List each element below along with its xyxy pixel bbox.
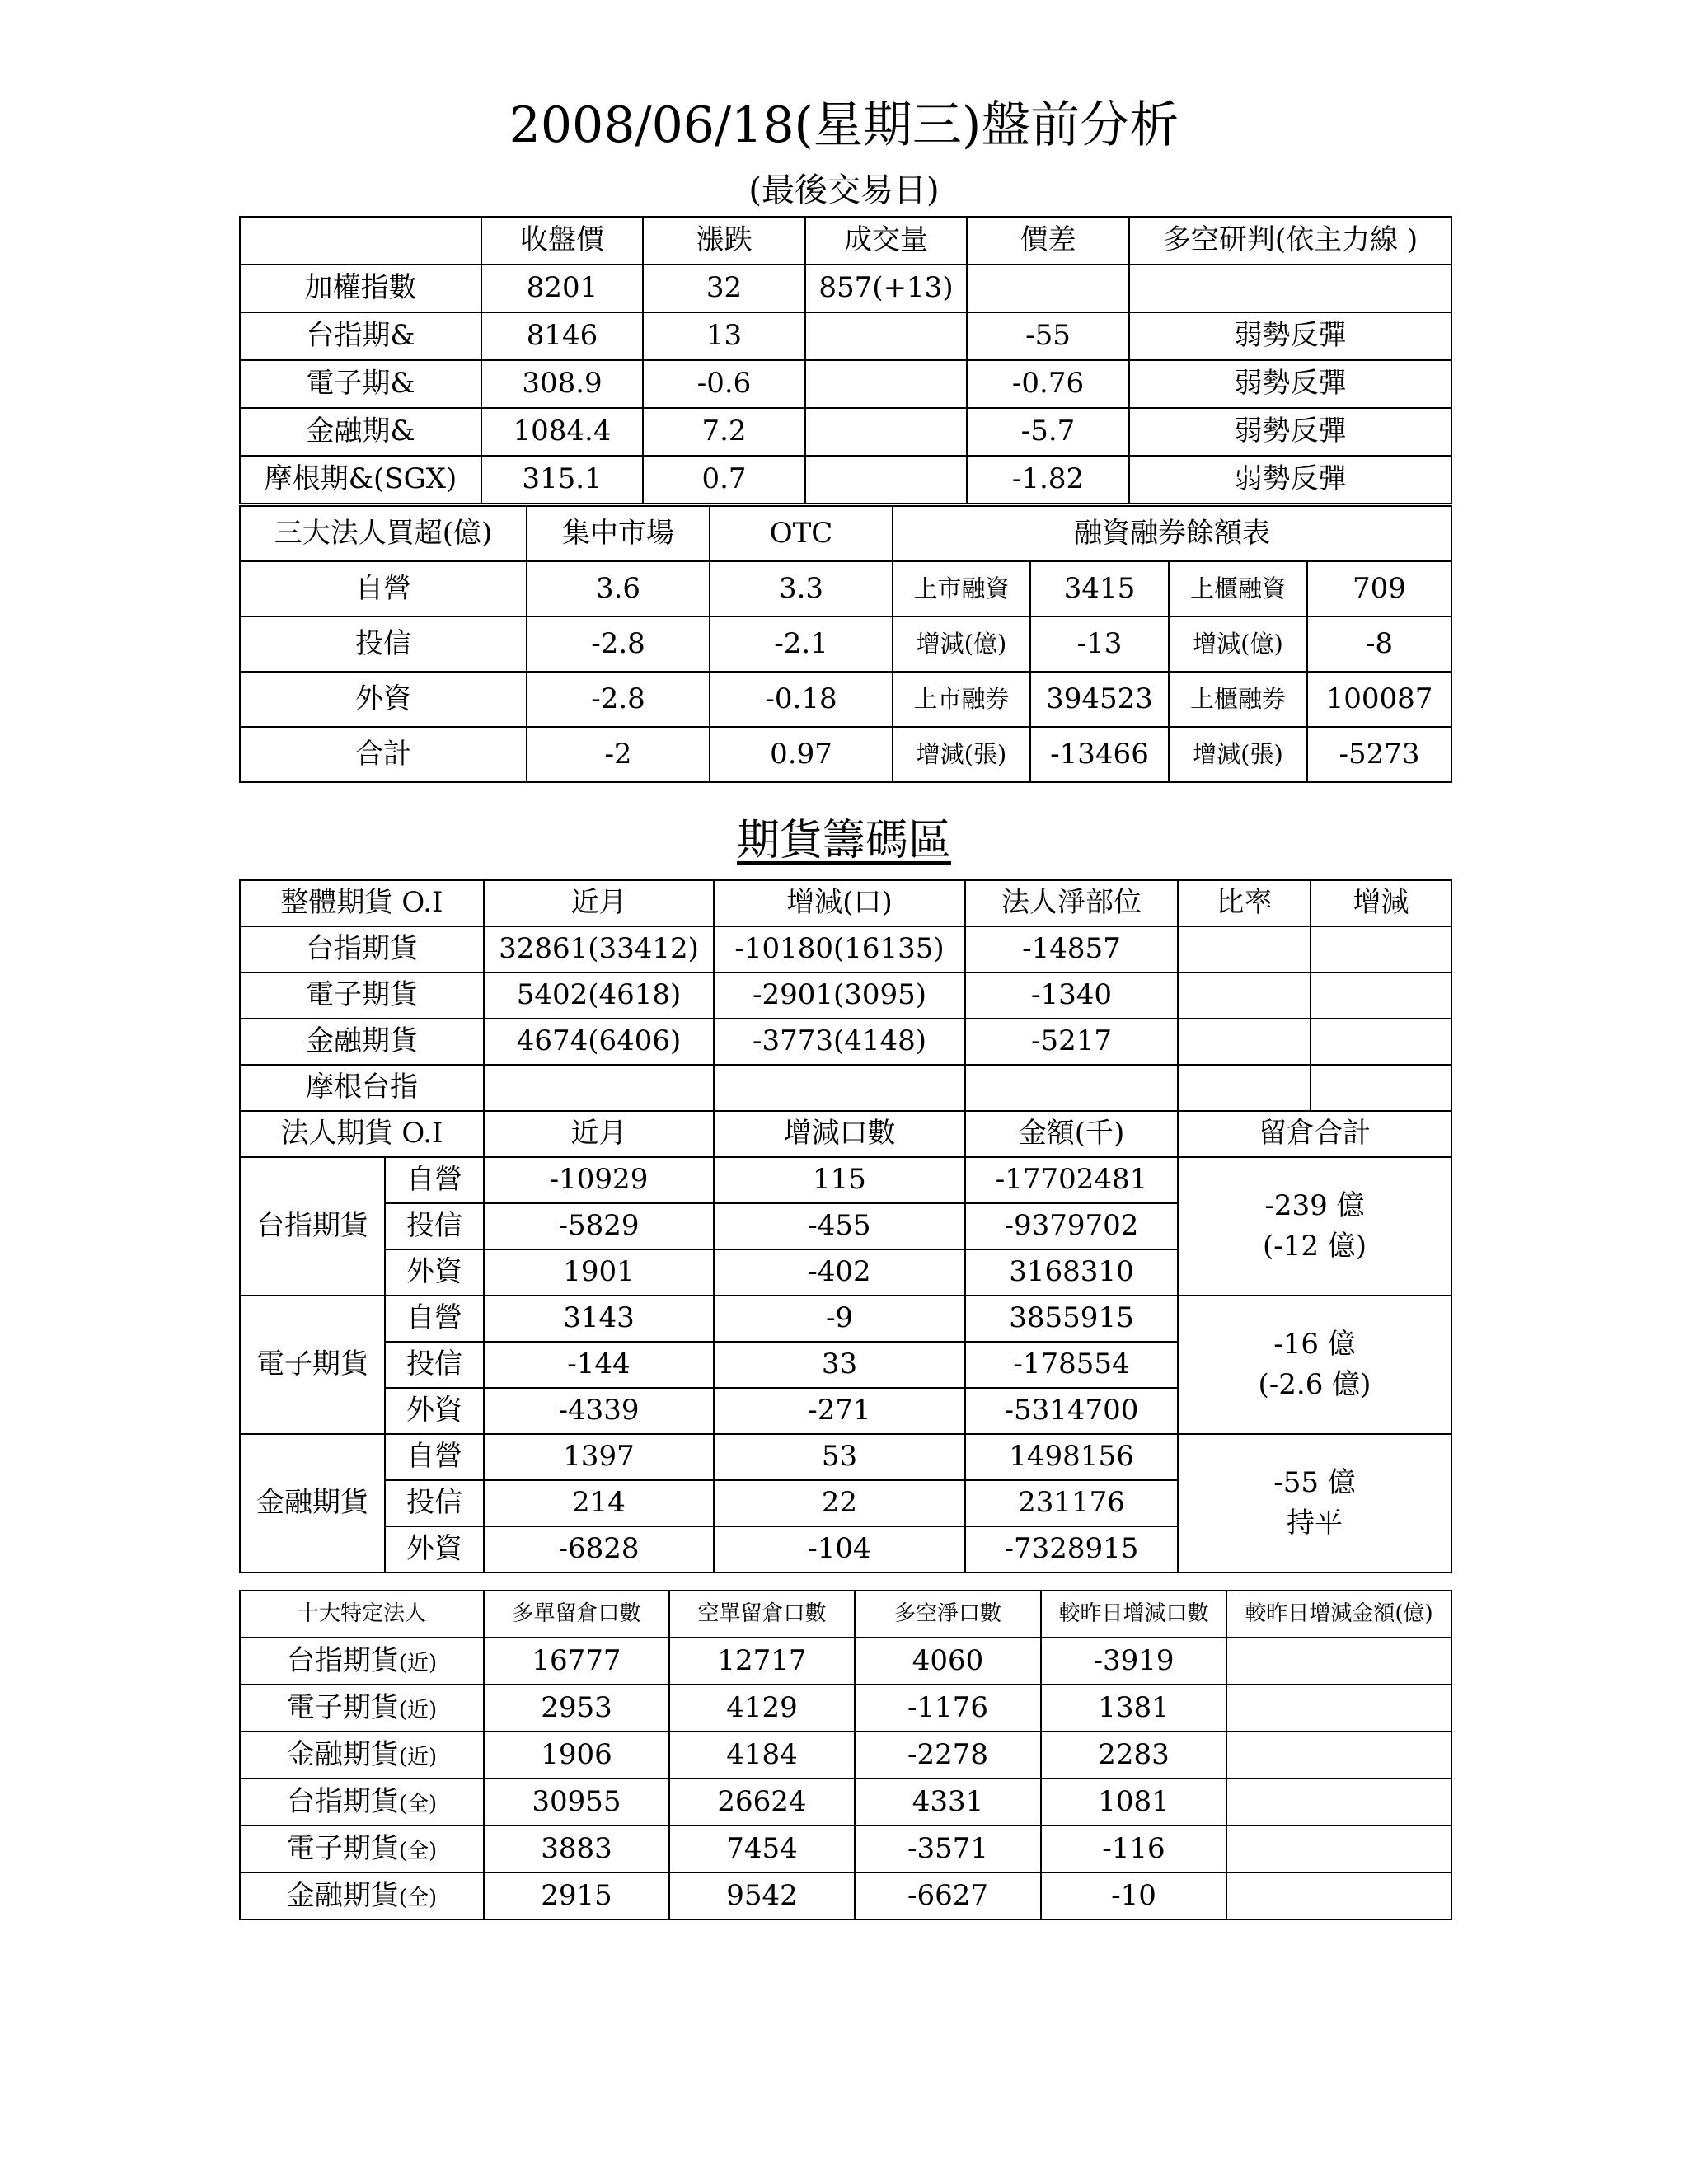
table-cell bbox=[1178, 1019, 1311, 1065]
investor-label: 外資 bbox=[385, 1526, 484, 1572]
margin-label bbox=[893, 616, 1030, 672]
row-label: 電子期& bbox=[240, 360, 481, 408]
table-cell: 1397 bbox=[484, 1434, 714, 1480]
row-label: 合計 bbox=[240, 727, 527, 782]
table-cell: 214 bbox=[484, 1480, 714, 1526]
table-cell bbox=[1226, 1872, 1451, 1919]
table-row bbox=[240, 1779, 1451, 1825]
table-cell: 22 bbox=[714, 1480, 965, 1526]
institutions-header-row bbox=[240, 506, 1451, 561]
table-row bbox=[240, 1732, 1451, 1779]
section-title bbox=[0, 812, 1688, 869]
table-cell: -5.7 bbox=[967, 408, 1129, 456]
table-cell: 3.6 bbox=[527, 561, 710, 616]
table-cell: 1498156 bbox=[965, 1434, 1178, 1480]
table-cell: 弱勢反彈 bbox=[1129, 408, 1451, 456]
row-label bbox=[240, 1732, 484, 1779]
market-summary-table bbox=[239, 216, 1452, 504]
table-cell bbox=[1226, 1732, 1451, 1779]
otc-short-label: 上櫃融券 bbox=[1189, 684, 1286, 713]
table-cell bbox=[1178, 926, 1311, 972]
header-cell: 近月 bbox=[484, 1111, 714, 1157]
table-cell bbox=[805, 408, 967, 456]
row-label-suffix: (近) bbox=[398, 1697, 438, 1722]
table-row bbox=[240, 616, 1451, 672]
investor-label: 投信 bbox=[385, 1342, 484, 1388]
row-label bbox=[240, 1825, 484, 1872]
table-cell: 7.2 bbox=[643, 408, 805, 456]
header-cell: 較昨日增減口數 bbox=[1041, 1591, 1226, 1638]
open-total-value: -16 億 bbox=[1273, 1327, 1356, 1361]
row-label bbox=[240, 1685, 484, 1732]
table-cell: 1901 bbox=[484, 1249, 714, 1296]
table-cell: 3855915 bbox=[965, 1296, 1178, 1342]
table-cell: 13 bbox=[643, 312, 805, 360]
change-zhang-label: 增減(張) bbox=[916, 739, 1007, 768]
row-label bbox=[240, 1638, 484, 1685]
table-cell: -5314700 bbox=[965, 1388, 1178, 1434]
table-row bbox=[240, 972, 1451, 1019]
margin-label bbox=[1169, 561, 1307, 616]
table-cell: -0.6 bbox=[643, 360, 805, 408]
table-cell: 3.3 bbox=[710, 561, 893, 616]
margin-label bbox=[1169, 616, 1307, 672]
header-cell bbox=[240, 217, 481, 265]
header-cell: 增減 bbox=[1311, 880, 1451, 926]
margin-label bbox=[893, 727, 1030, 782]
table-cell bbox=[1129, 265, 1451, 312]
header-cell: 比率 bbox=[1178, 880, 1311, 926]
table-row bbox=[240, 1825, 1451, 1872]
table-cell: 弱勢反彈 bbox=[1129, 360, 1451, 408]
table-cell: 26624 bbox=[669, 1779, 855, 1825]
table-cell bbox=[805, 360, 967, 408]
table-cell: 弱勢反彈 bbox=[1129, 456, 1451, 504]
investor-label: 外資 bbox=[385, 1388, 484, 1434]
header-cell: 較昨日增減金額(億) bbox=[1226, 1591, 1451, 1638]
table-cell: 100087 bbox=[1307, 672, 1451, 727]
table-cell: 1381 bbox=[1041, 1685, 1226, 1732]
table-row bbox=[240, 1685, 1451, 1732]
table-cell: -2.1 bbox=[710, 616, 893, 672]
table-cell: 115 bbox=[714, 1157, 965, 1203]
row-label-suffix: (近) bbox=[398, 1650, 438, 1675]
row-label-name: 台指期貨 bbox=[286, 1643, 399, 1677]
page-subtitle: (最後交易日) bbox=[748, 171, 940, 209]
table-row bbox=[240, 1872, 1451, 1919]
investor-label: 投信 bbox=[385, 1480, 484, 1526]
header-cell: 整體期貨 O.I bbox=[240, 880, 484, 926]
table-row bbox=[240, 1638, 1451, 1685]
table-cell: -3571 bbox=[855, 1825, 1041, 1872]
row-label: 台指期貨 bbox=[240, 926, 484, 972]
table-cell: 3883 bbox=[484, 1825, 669, 1872]
row-label: 電子期貨 bbox=[240, 972, 484, 1019]
table-row bbox=[240, 672, 1451, 727]
open-total-value: -55 億 bbox=[1273, 1465, 1356, 1499]
table-cell: 4129 bbox=[669, 1685, 855, 1732]
header-cell: 增減口數 bbox=[714, 1111, 965, 1157]
table-cell bbox=[1311, 926, 1451, 972]
row-label: 摩根期&(SGX) bbox=[240, 456, 481, 504]
table-cell bbox=[805, 312, 967, 360]
group-label: 台指期貨 bbox=[240, 1157, 385, 1296]
open-total-cell bbox=[1178, 1157, 1451, 1296]
margin-table-title: 融資融券餘額表 bbox=[893, 506, 1451, 561]
table-cell: 弱勢反彈 bbox=[1129, 312, 1451, 360]
table-cell: -2.8 bbox=[527, 672, 710, 727]
table-cell: 4060 bbox=[855, 1638, 1041, 1685]
table-cell: -1.82 bbox=[967, 456, 1129, 504]
table-cell: -271 bbox=[714, 1388, 965, 1434]
table-cell: 7454 bbox=[669, 1825, 855, 1872]
table-cell: 9542 bbox=[669, 1872, 855, 1919]
table-cell: 8146 bbox=[481, 312, 643, 360]
row-label-suffix: (全) bbox=[398, 1838, 438, 1863]
header-cell: 空單留倉口數 bbox=[669, 1591, 855, 1638]
change-yi-label: 增減(億) bbox=[1193, 629, 1283, 658]
table-row bbox=[240, 1019, 1451, 1065]
table-cell: 3415 bbox=[1030, 561, 1169, 616]
group-label: 電子期貨 bbox=[240, 1296, 385, 1434]
header-cell: 增減(口) bbox=[714, 880, 965, 926]
open-total-cell bbox=[1178, 1296, 1451, 1434]
table-cell: -5829 bbox=[484, 1203, 714, 1249]
table-cell: -144 bbox=[484, 1342, 714, 1388]
table-cell: 4674(6406) bbox=[484, 1019, 714, 1065]
row-label: 台指期& bbox=[240, 312, 481, 360]
group-label: 金融期貨 bbox=[240, 1434, 385, 1572]
table-row bbox=[240, 265, 1451, 312]
table-cell: 32 bbox=[643, 265, 805, 312]
table-cell: 32861(33412) bbox=[484, 926, 714, 972]
table-cell bbox=[1226, 1825, 1451, 1872]
margin-label bbox=[893, 672, 1030, 727]
table-cell: 4184 bbox=[669, 1732, 855, 1779]
table-row bbox=[240, 312, 1451, 360]
header-cell: 金額(千) bbox=[965, 1111, 1178, 1157]
header-cell: OTC bbox=[710, 506, 893, 561]
summary-header-row bbox=[240, 217, 1451, 265]
table-cell: -5273 bbox=[1307, 727, 1451, 782]
table-cell bbox=[1311, 1019, 1451, 1065]
table-row bbox=[240, 926, 1451, 972]
row-label: 外資 bbox=[240, 672, 527, 727]
investor-label: 自營 bbox=[385, 1296, 484, 1342]
row-label-suffix: (近) bbox=[398, 1744, 438, 1769]
futures-oi-table bbox=[239, 879, 1452, 1573]
top-ten-table bbox=[239, 1590, 1452, 1920]
table-cell: -14857 bbox=[965, 926, 1178, 972]
table-cell: 2915 bbox=[484, 1872, 669, 1919]
header-cell: 多空研判(依主力線 ) bbox=[1129, 217, 1451, 265]
table-cell bbox=[1178, 1065, 1311, 1111]
row-label: 金融期貨 bbox=[240, 1019, 484, 1065]
table-cell: 231176 bbox=[965, 1480, 1178, 1526]
open-total-cell bbox=[1178, 1434, 1451, 1572]
open-total-change: (-2.6 億) bbox=[1258, 1368, 1372, 1401]
table-cell: -1340 bbox=[965, 972, 1178, 1019]
change-zhang-label: 增減(張) bbox=[1193, 739, 1283, 768]
row-label: 摩根台指 bbox=[240, 1065, 484, 1111]
investor-label: 投信 bbox=[385, 1203, 484, 1249]
open-total-value: -239 億 bbox=[1264, 1188, 1365, 1222]
table-cell: 315.1 bbox=[481, 456, 643, 504]
header-cell: 漲跌 bbox=[643, 217, 805, 265]
table-cell: -13 bbox=[1030, 616, 1169, 672]
table-cell: -0.76 bbox=[967, 360, 1129, 408]
table-cell: -2 bbox=[527, 727, 710, 782]
header-cell: 留倉合計 bbox=[1178, 1111, 1451, 1157]
margin-label bbox=[893, 561, 1030, 616]
table-row bbox=[240, 408, 1451, 456]
header-cell: 十大特定法人 bbox=[240, 1591, 484, 1638]
table-cell: 308.9 bbox=[481, 360, 643, 408]
table-cell bbox=[967, 265, 1129, 312]
table-cell: -55 bbox=[967, 312, 1129, 360]
table-cell: 3143 bbox=[484, 1296, 714, 1342]
row-label-name: 電子期貨 bbox=[286, 1690, 399, 1724]
table-cell: 3168310 bbox=[965, 1249, 1178, 1296]
table-cell: 2953 bbox=[484, 1685, 669, 1732]
table-cell bbox=[1226, 1638, 1451, 1685]
header-cell: 多單留倉口數 bbox=[484, 1591, 669, 1638]
table-cell: -9379702 bbox=[965, 1203, 1178, 1249]
table-cell: 2283 bbox=[1041, 1732, 1226, 1779]
listed-short-label: 上市融券 bbox=[913, 684, 1010, 713]
margin-label bbox=[1169, 727, 1307, 782]
table-cell: 5402(4618) bbox=[484, 972, 714, 1019]
section-title-text: 期貨籌碼區 bbox=[736, 816, 951, 865]
table-cell: -7328915 bbox=[965, 1526, 1178, 1572]
table-cell: -2.8 bbox=[527, 616, 710, 672]
header-cell: 近月 bbox=[484, 880, 714, 926]
table-cell: -10929 bbox=[484, 1157, 714, 1203]
open-total-change: (-12 億) bbox=[1262, 1230, 1367, 1263]
table-cell: 12717 bbox=[669, 1638, 855, 1685]
table-cell: -10 bbox=[1041, 1872, 1226, 1919]
table-cell bbox=[1311, 972, 1451, 1019]
open-total-change: 持平 bbox=[1287, 1507, 1343, 1540]
table-cell: -10180(16135) bbox=[714, 926, 965, 972]
row-label bbox=[240, 1779, 484, 1825]
row-label: 加權指數 bbox=[240, 265, 481, 312]
table-cell bbox=[714, 1065, 965, 1111]
table-cell: -3919 bbox=[1041, 1638, 1226, 1685]
table-cell: 0.7 bbox=[643, 456, 805, 504]
table-row bbox=[240, 1065, 1451, 1111]
table-cell: -6828 bbox=[484, 1526, 714, 1572]
table-row bbox=[240, 1296, 1451, 1342]
table-row bbox=[240, 456, 1451, 504]
table-cell: -2901(3095) bbox=[714, 972, 965, 1019]
table-cell: -6627 bbox=[855, 1872, 1041, 1919]
futures-oi-header-row bbox=[240, 880, 1451, 926]
table-cell bbox=[805, 456, 967, 504]
table-cell bbox=[965, 1065, 1178, 1111]
row-label: 自營 bbox=[240, 561, 527, 616]
table-row bbox=[240, 727, 1451, 782]
row-label: 投信 bbox=[240, 616, 527, 672]
table-cell: -178554 bbox=[965, 1342, 1178, 1388]
table-row bbox=[240, 1157, 1451, 1203]
table-cell: -104 bbox=[714, 1526, 965, 1572]
margin-label bbox=[1169, 672, 1307, 727]
institutions-table bbox=[239, 505, 1452, 783]
table-cell: 53 bbox=[714, 1434, 965, 1480]
table-row bbox=[240, 1434, 1451, 1480]
header-cell: 收盤價 bbox=[481, 217, 643, 265]
table-cell: -116 bbox=[1041, 1825, 1226, 1872]
table-cell bbox=[484, 1065, 714, 1111]
table-cell: 16777 bbox=[484, 1638, 669, 1685]
table-cell: 0.97 bbox=[710, 727, 893, 782]
investor-label: 自營 bbox=[385, 1434, 484, 1480]
table-cell: -3773(4148) bbox=[714, 1019, 965, 1065]
table-cell bbox=[1226, 1685, 1451, 1732]
table-cell: 1906 bbox=[484, 1732, 669, 1779]
table-cell: 394523 bbox=[1030, 672, 1169, 727]
header-cell: 集中市場 bbox=[527, 506, 710, 561]
page-title: 2008/06/18(星期三)盤前分析 bbox=[509, 96, 1179, 154]
table-cell: -455 bbox=[714, 1203, 965, 1249]
table-cell: -17702481 bbox=[965, 1157, 1178, 1203]
table-cell: -1176 bbox=[855, 1685, 1041, 1732]
otc-margin-label: 上櫃融資 bbox=[1189, 574, 1286, 602]
header-cell: 價差 bbox=[967, 217, 1129, 265]
table-row bbox=[240, 360, 1451, 408]
table-cell: 30955 bbox=[484, 1779, 669, 1825]
table-cell: 1084.4 bbox=[481, 408, 643, 456]
header-cell: 成交量 bbox=[805, 217, 967, 265]
row-label bbox=[240, 1872, 484, 1919]
institutional-oi-header-row bbox=[240, 1111, 1451, 1157]
table-cell: 4331 bbox=[855, 1779, 1041, 1825]
table-cell: -0.18 bbox=[710, 672, 893, 727]
table-cell bbox=[1226, 1779, 1451, 1825]
table-cell: 709 bbox=[1307, 561, 1451, 616]
table-row bbox=[240, 561, 1451, 616]
table-cell bbox=[1178, 972, 1311, 1019]
header-cell: 三大法人買超(億) bbox=[240, 506, 527, 561]
investor-label: 外資 bbox=[385, 1249, 484, 1296]
table-cell: 8201 bbox=[481, 265, 643, 312]
row-label-suffix: (全) bbox=[398, 1885, 438, 1910]
header-cell: 多空淨口數 bbox=[855, 1591, 1041, 1638]
row-label: 金融期& bbox=[240, 408, 481, 456]
header-cell: 法人淨部位 bbox=[965, 880, 1178, 926]
table-cell: -9 bbox=[714, 1296, 965, 1342]
table-cell: -2278 bbox=[855, 1732, 1041, 1779]
listed-margin-label: 上市融資 bbox=[913, 574, 1010, 602]
table-cell: 1081 bbox=[1041, 1779, 1226, 1825]
top-ten-header-row bbox=[240, 1591, 1451, 1638]
table-cell bbox=[1311, 1065, 1451, 1111]
table-cell: 857(+13) bbox=[805, 265, 967, 312]
row-label-name: 金融期貨 bbox=[286, 1878, 399, 1912]
table-cell: -8 bbox=[1307, 616, 1451, 672]
table-cell: -4339 bbox=[484, 1388, 714, 1434]
change-yi-label: 增減(億) bbox=[916, 629, 1007, 658]
investor-label: 自營 bbox=[385, 1157, 484, 1203]
header-cell: 法人期貨 O.I bbox=[240, 1111, 484, 1157]
table-cell: 33 bbox=[714, 1342, 965, 1388]
row-label-name: 金融期貨 bbox=[286, 1737, 399, 1771]
row-label-name: 台指期貨 bbox=[286, 1784, 399, 1818]
row-label-name: 電子期貨 bbox=[286, 1831, 399, 1865]
table-cell: -13466 bbox=[1030, 727, 1169, 782]
row-label-suffix: (全) bbox=[398, 1791, 438, 1816]
table-cell: -402 bbox=[714, 1249, 965, 1296]
table-cell: -5217 bbox=[965, 1019, 1178, 1065]
